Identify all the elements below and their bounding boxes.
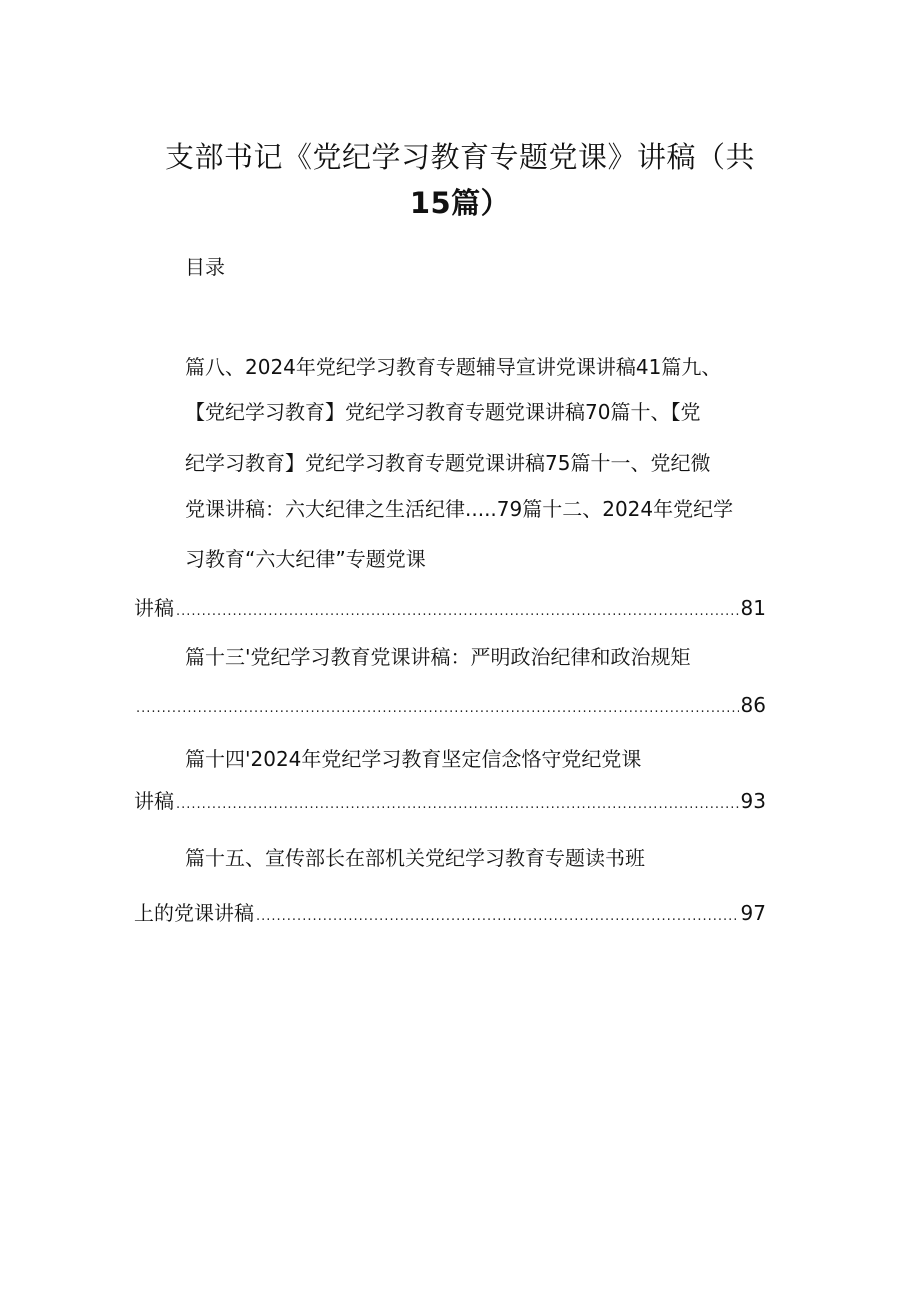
toc-page-number: 93 [740,789,766,813]
toc-block-line: 篇八、2024年党纪学习教育专题辅导宣讲党课讲稿41篇九、 [185,355,722,379]
toc-block-line: 习教育“六大纪律”专题党课 [185,547,426,571]
title-line-1: 支部书记《党纪学习教育专题党课》讲稿（共 [164,140,755,174]
toc-entry-label: 讲稿 [134,789,174,813]
document-title [130,134,790,226]
toc-heading: 目录 [185,255,225,279]
toc-entry-leader [134,786,766,820]
toc-block-line: 【党纪学习教育】党纪学习教育专题党课讲稿70篇十、【党 [185,400,701,424]
toc-entry-leader [134,898,766,932]
toc-block-line: 党课讲稿：六大纪律之生活纪律.....79篇十二、2024年党纪学 [185,497,734,521]
toc-page-number: 97 [740,901,766,925]
toc-page-number: 81 [740,596,766,620]
toc-page-number: 86 [740,693,766,717]
toc-entry-title: 篇十五、宣传部长在部机关党纪学习教育专题读书班 [185,846,645,870]
toc-entry-label: 讲稿 [134,596,174,620]
title-line-2: 15篇） [409,186,511,220]
toc-entry-leader [134,690,766,724]
dot-leader [176,597,739,627]
dot-leader [176,790,739,820]
toc-entry-title: 篇十四'2024年党纪学习教育坚定信念恪守党纪党课 [185,747,642,771]
toc-entry-leader[interactable] [134,593,766,627]
toc-block-line: 纪学习教育】党纪学习教育专题党课讲稿75篇十一、党纪微 [185,451,711,475]
toc-entry-label: 上的党课讲稿 [134,901,254,925]
dot-leader [256,902,739,932]
toc-entry-title: 篇十三'党纪学习教育党课讲稿：严明政治纪律和政治规矩 [185,645,691,669]
dot-leader [136,694,739,724]
